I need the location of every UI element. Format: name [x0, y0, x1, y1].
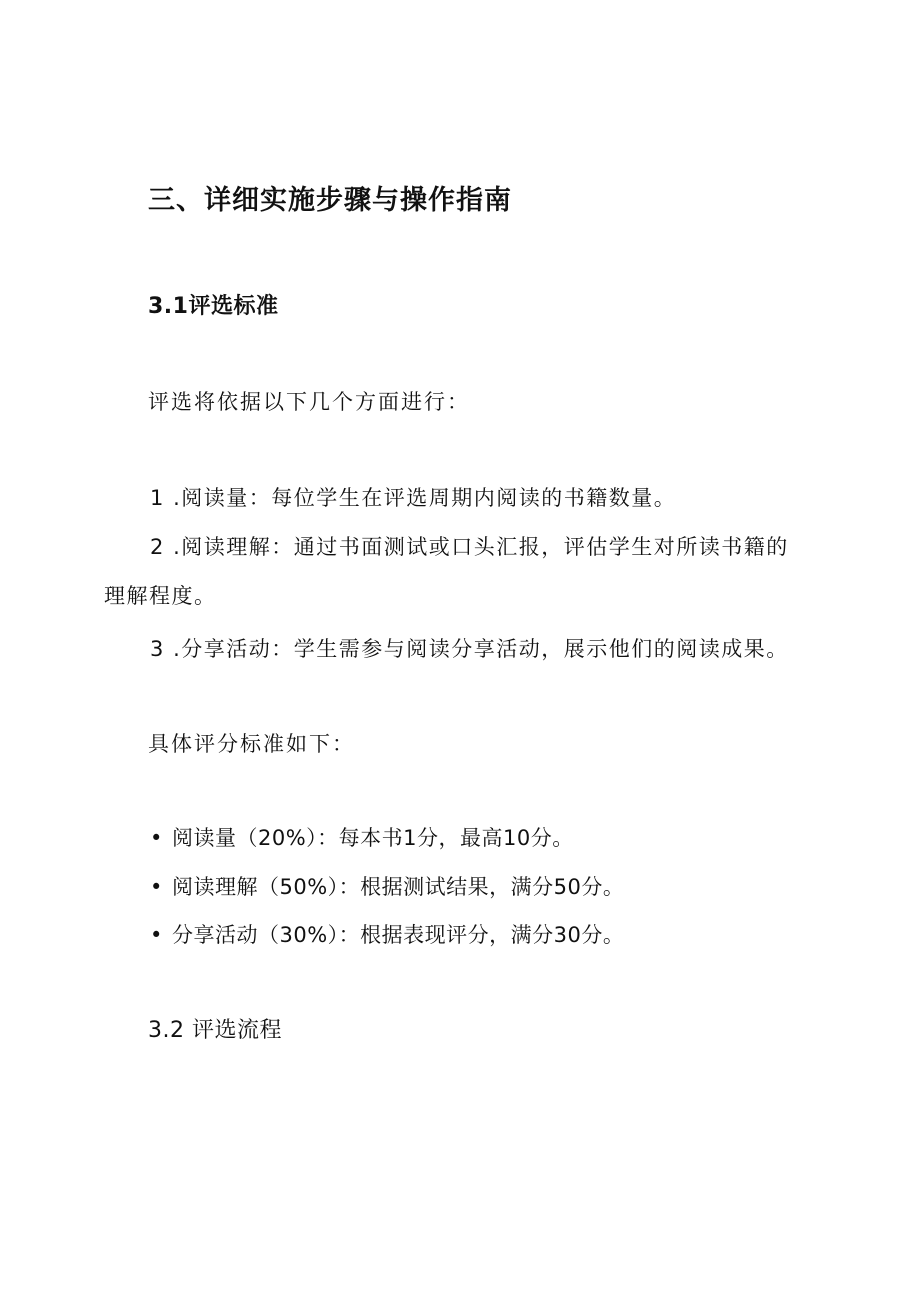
list-item-continuation: 理解程度。 — [104, 584, 217, 608]
scoring-intro: 具体评分标准如下： — [148, 732, 355, 756]
list-item-text: .阅读量：每位学生在评选周期内阅读的书籍数量。 — [173, 486, 677, 510]
bullet-symbol: • — [150, 923, 163, 947]
bullet-text: 阅读量（20%）：每本书1分，最高10分。 — [172, 826, 574, 850]
list-item — [150, 482, 676, 512]
list-item-text: .阅读理解：通过书面测试或口头汇报，评估学生对所读书籍的 — [173, 535, 789, 559]
subsection-title-3-2: 3.2 评选流程 — [148, 1018, 282, 1043]
bullet-symbol: • — [150, 875, 163, 899]
bullet-item — [150, 822, 574, 852]
section-heading: 三、详细实施步骤与操作指南 — [148, 185, 512, 216]
list-item — [150, 633, 789, 663]
list-marker: 2 — [150, 535, 165, 559]
bullet-item — [150, 919, 624, 949]
bullet-item — [150, 871, 624, 901]
list-marker: 3 — [150, 637, 165, 661]
intro-paragraph: 评选将依据以下几个方面进行： — [148, 390, 470, 414]
subsection-title-3-1: 3.1评选标准 — [148, 294, 279, 319]
list-item — [150, 531, 789, 561]
bullet-symbol: • — [150, 826, 163, 850]
bullet-text: 阅读理解（50%）：根据测试结果，满分50分。 — [172, 875, 625, 899]
list-item-text: .分享活动：学生需参与阅读分享活动，展示他们的阅读成果。 — [173, 637, 789, 661]
list-marker: 1 — [150, 486, 165, 510]
bullet-text: 分享活动（30%）：根据表现评分，满分30分。 — [172, 923, 625, 947]
